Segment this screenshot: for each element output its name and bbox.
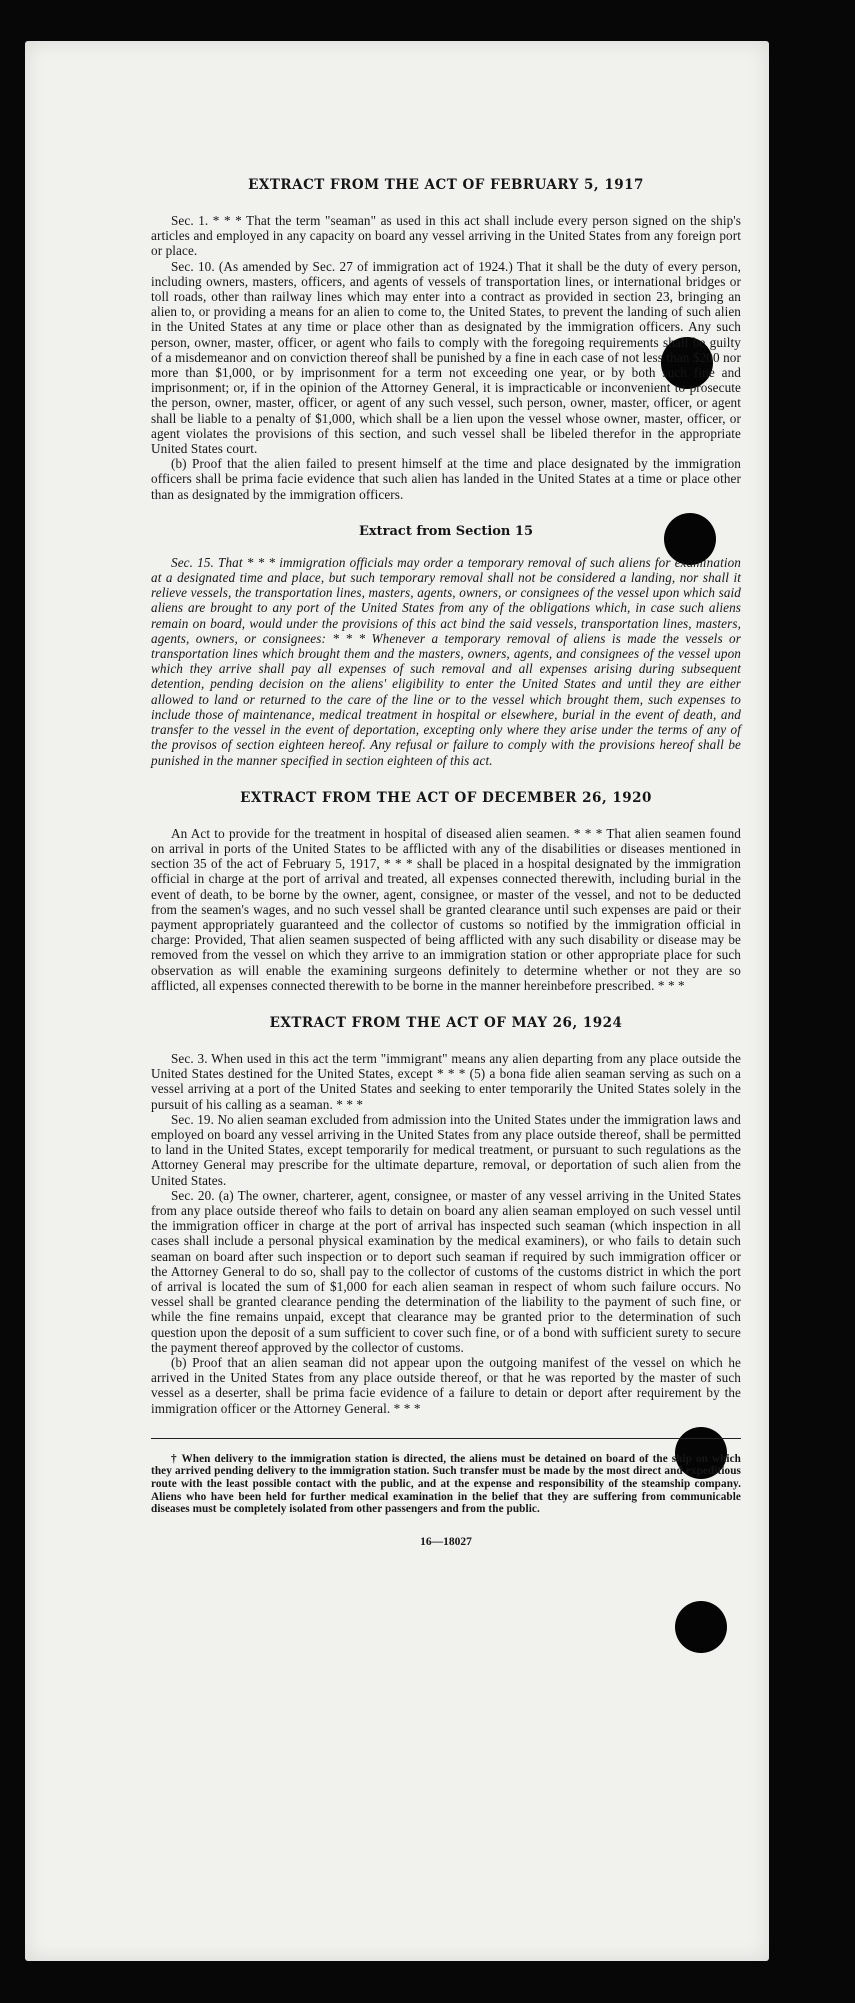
section-act-1920 [151,790,741,993]
paragraph: Sec. 15. That * * * immigration officials may order a temporary removal of such aliens for examination at a designated time and place, but such temporary removal shall not be considered a landing, nor shall it relieve vessels, the transportation lines, masters, agents, owners, or consignees of the vessel upon which said aliens are brought to any port of the United States from any of the obligations which, in case such aliens remain on board, would under the provisions of this act bind the said vessels, transportation lines, masters, agents, owners, or consignees: * * * Whenever a temporary removal of aliens is made the vessels or transportation lines which brought them and the masters, owners, agents, and consignees of the vessel upon which they arrive shall pay all expenses of such removal and all expenses arising during subsequent detention, pending decision on the aliens' eligibility to enter the United States and until they are either allowed to land or returned to the care of the line or to the vessel which brought them, such expenses to include those of maintenance, medical treatment in hospital or elsewhere, burial in the event of death, and transfer to the vessel in the event of deportation, excepting only where they arise under the terms of any of the provisos of section eighteen hereof. Any refusal or failure to comply with the provisions hereof shall be punished in the manner specified in section eighteen of this act. [151,554,741,768]
paragraph: Sec. 20. (a) The owner, charterer, agent, consignee, or master of any vessel arriving in the United States from any place outside thereof who fails to detain on board any alien seaman employed on such vessel until the immigration officer in charge at the port of arrival has inspected such seaman (which inspection in all cases shall include a personal physical examination by the medical examiners), or who fails to detain such seaman on board after such inspection or to deport such seaman if required by such immigration officer or the Attorney General to do so, shall pay to the collector of customs of the customs district in which the port of arrival is located the sum of $1,000 for each alien seaman in respect of whom such failure occurs. No vessel shall be granted clearance pending the determination of the liability to the payment of such fine, or while the fine remains unpaid, except that clearance may be granted prior to the determination of such question upon the deposit of a sum sufficient to cover such fine, or of a bond with sufficient surety to secure the payment thereof approved by the collector of customs. [151,1187,741,1355]
document-content [151,177,741,1548]
heading-act-1924: EXTRACT FROM THE ACT OF MAY 26, 1924 [269,1014,623,1031]
paragraph: (b) Proof that an alien seaman did not appear upon the outgoing manifest of the vessel on which he arrived in the United States from any place outside thereof, or that he was reported by the master of such vessel as a deserter, shall be prima facie evidence of a failure to detain or deport after requirement by the immigration officer or the Attorney General. * * * [151,1355,741,1416]
punch-hole-4 [675,1601,727,1653]
paragraph: Sec. 3. When used in this act the term "immigrant" means any alien departing from any place outside the United States destined for the United States, except * * * (5) a bona fide alien seaman serving as such on a vessel arriving at a port of the United States and seeking to enter temporarily the United States solely in the pursuit of his calling as a seaman. * * * [151,1050,741,1112]
section-15 [151,524,741,768]
footnote: † When delivery to the immigration station is directed, the aliens must be detained on board of the ship on which they arrived pending delivery to the immigration station. Such transfer must be made by the most direct and expeditious route with the least possible contact with the public, and at the expense and responsibility of the steamship company. Aliens who have been held for further medical examination in the belief that they are suffering from communicable diseases must be completely isolated from other passengers and from the public. [151,1452,741,1516]
heading-section-15: Extract from Section 15 [358,523,534,539]
heading-act-1917: EXTRACT FROM THE ACT OF FEBRUARY 5, 1917 [248,177,644,193]
paragraph: Sec. 19. No alien seaman excluded from admission into the United States under the immigration laws and employed on board any vessel arriving in the United States from any place outside thereof, shall be permitted to land in the United States, except temporarily for medical treatment, or pursuant to such regulations as the Attorney General may prescribe for the ultimate departure, removal, or deportation of such alien from the United States. [151,1111,741,1188]
form-number: 16—18027 [420,1535,472,1548]
paragraph: (b) Proof that the alien failed to present himself at the time and place designated by the immigration officers shall be prima facie evidence that such alien has landed in the United States at a time or place other than as designated by the immigration officers. [151,456,741,502]
paragraph: Sec. 10. (As amended by Sec. 27 of immigration act of 1924.) That it shall be the duty of every person, including owners, masters, officers, and agents of vessels of transportation lines, or international bridges or toll roads, other than railway lines which may enter into a contract as provided in section 23, bringing an alien to, or providing a means for an alien to come to, the United States, to prevent the landing of such alien in the United States at any time or place other than as designated by the immigration officers. Any such person, owner, master, officer, or agent who fails to comply with the foregoing requirements shall be guilty of a misdemeanor and on conviction thereof shall be punished by a fine in each case of not less than $200 nor more than $1,000, or by imprisonment for a term not exceeding one year, or by both such fine and imprisonment; or, if in the opinion of the Attorney General, it is impracticable or inconvenient to prosecute the person, owner, master, officer, or agent of any such vessel, such person, owner, master, officer, or agent shall be liable to a penalty of $1,000, which shall be a lien upon the vessel whose owner, master, officer, or agent violates the provisions of this section, and such vessel shall be libeled therefor in the appropriate United States court. [151,258,741,457]
heading-act-1920: EXTRACT FROM THE ACT OF DECEMBER 26, 1920 [240,789,652,806]
paragraph: Sec. 1. * * * That the term "seaman" as used in this act shall include every person signed on the ship's articles and employed in any capacity on board any vessel arriving in the United States from any foreign port or place. [151,213,741,259]
section-act-1924 [151,1015,741,1416]
footnote-divider [151,1438,741,1439]
paragraph: An Act to provide for the treatment in hospital of diseased alien seamen. * * * That alien seamen found on arrival in ports of the United States to be afflicted with any of the disabilities or diseases mentioned in section 35 of the act of February 5, 1917, * * * shall be placed in a hospital designated by the immigration official in charge at the port of arrival and treated, all expenses connected therewith, including burial in the event of death, to be borne by the owner, agent, consignee, or master of the vessel, and not to be deducted from the seamen's wages, and no such vessel shall be granted clearance until such expenses are paid or their payment appropriately guaranteed and the collector of customs so notified by the immigration official in charge: Provided, That alien seamen suspected of being afflicted with any such disability or disease may be removed from the vessel on which they arrive to an immigration station or other appropriate place for such observation as will enable the examining surgeons definitely to determine whether or not they are so afflicted, all expenses connected therewith to be borne in the manner hereinbefore prescribed. * * * [151,825,741,993]
section-act-1917 [151,177,741,502]
document-page [25,41,769,1961]
